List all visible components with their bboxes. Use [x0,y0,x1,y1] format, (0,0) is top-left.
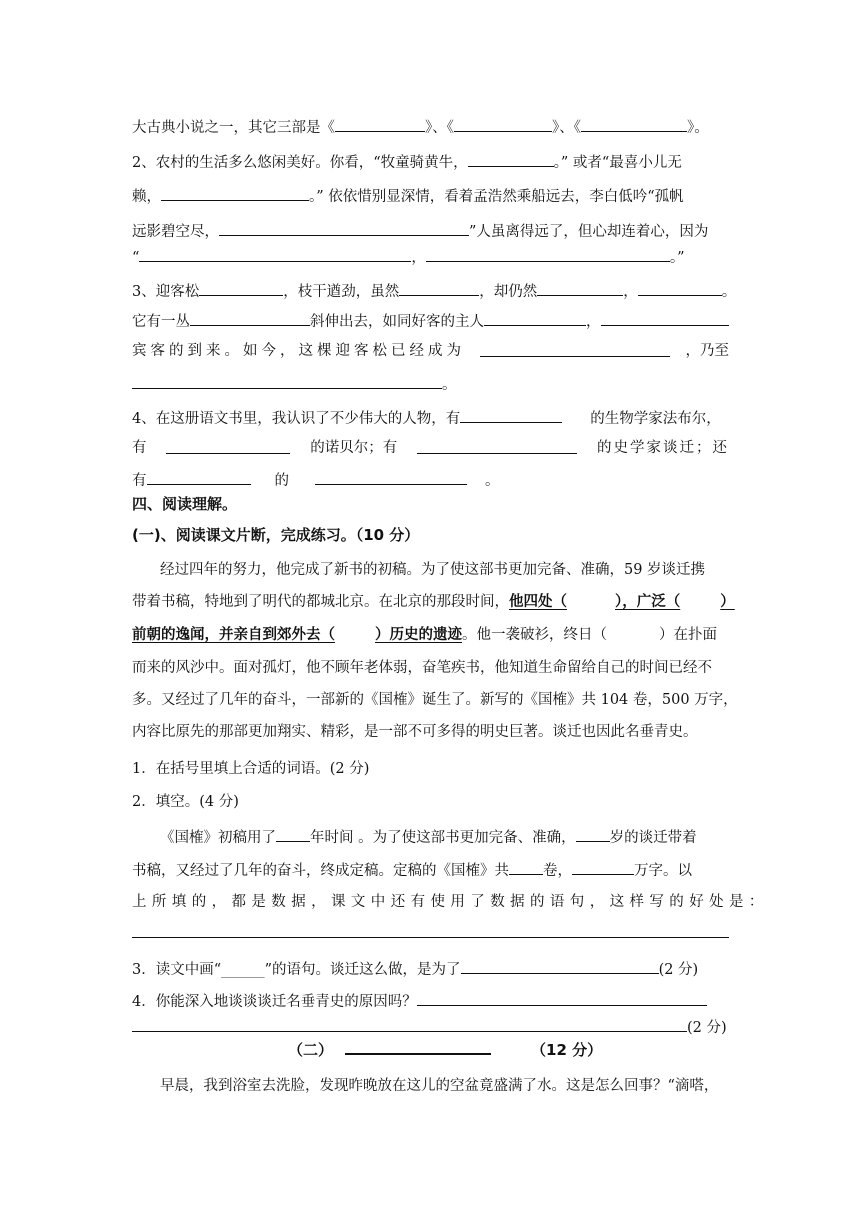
blank[interactable] [147,469,251,485]
text: 书稿，又经过了几年的奋斗，终成定稿。定稿的《国榷》共 [132,863,509,879]
passage-2-line: 早晨，我到浴室去洗脸，发现昨晚放在这儿的空盆竟盛满了水。这是怎么回事？“滴嗒， [160,1078,719,1094]
blank[interactable] [161,185,309,201]
blank[interactable] [461,958,659,974]
blank[interactable] [399,280,479,296]
text: 》。 [687,120,709,136]
question-2-line [132,826,760,848]
fill-line-5 [132,246,732,268]
text: ______ [221,962,265,978]
title-blank[interactable] [345,1038,491,1055]
text: ）在扑面 [659,627,717,643]
text: 2、农村的生活多么悠闲美好。你看，“牧童骑黄牛， [132,155,468,171]
answer-line[interactable] [132,937,729,938]
blank[interactable] [484,310,586,326]
blank[interactable] [581,116,687,132]
blank[interactable] [576,826,610,842]
text: 。他一袭破衫，终日（ [462,627,607,643]
fill-line-7 [132,310,732,332]
blank[interactable] [601,310,729,326]
text: ， [411,250,426,266]
fill-line-2 [132,151,732,173]
subsection-heading: (一)、阅读课文片断，完成练习。（10 分） [132,526,420,544]
text: 远影碧空尽， [132,224,219,240]
fill-line-3 [132,185,732,207]
passage-line: 而来的风沙中。面对孤灯，他不顾年老体弱，奋笔疾书，他知道生命留给自己的时间已经不 [132,660,712,676]
blank[interactable] [417,990,707,1006]
text: 3、迎客松 [132,284,200,300]
text: 大古典小说之一，其它三部是《 [132,120,335,136]
text: 它有一丛 [132,314,190,330]
section-heading: 四、阅读理解。 [132,495,238,513]
text: 万字。以 [634,863,692,879]
fill-line-11 [132,438,729,458]
text: 有 [132,440,147,456]
text: 。” [669,250,685,266]
text: 的 [274,473,289,489]
blank[interactable] [537,280,623,296]
fill-line-people [132,407,732,429]
fill-line-12 [132,469,732,491]
blank[interactable] [132,373,442,389]
text: 卷， [543,863,572,879]
underlined-sentence: 他四处（ ），广泛（ ） [509,594,735,610]
text: 斜伸出去，如同好客的主人 [310,314,484,330]
blank[interactable] [572,859,634,875]
blank[interactable] [480,341,670,357]
blank[interactable] [132,1016,687,1032]
text: 4．你能深入地谈谈谈迁名垂青史的原因吗？ [132,994,417,1010]
blank[interactable] [417,438,577,454]
text: 。” 依依惜别显深情，看着孟浩然乘船远去，李白低吟“孤帆 [309,189,684,205]
blank[interactable] [426,246,670,262]
text: 的生物学家法布尔， [590,411,721,427]
question-4-answer-line [132,1016,732,1038]
fill-line-pine [132,280,737,302]
text: “ [132,250,140,266]
text: 。 [721,284,737,300]
text: 赖， [132,189,161,205]
blank[interactable] [139,246,411,262]
text: （二） [288,1041,334,1059]
text: 3．读文中画“ [132,962,222,978]
text: ，枝干遒劲，虽然 [283,284,400,300]
blank[interactable] [219,220,469,236]
text: 。 [485,473,500,489]
text: 》、《 [552,120,581,136]
text: ， [623,284,638,300]
text: ，乃至 [685,343,729,359]
passage-line [132,625,732,645]
text: 有 [132,473,147,489]
blank[interactable] [190,310,310,326]
passage-line [132,592,735,612]
question-2-line: 上所填的，都是数据，课文中还有使用了数据的语句，这样写的好处是： [132,894,769,910]
blank[interactable] [335,116,425,132]
text: 。 [442,377,457,393]
underlined-sentence: 前朝的逸闻，并亲自到郊外去（ ）历史的遗迹 [132,627,462,643]
blank[interactable] [199,280,283,296]
text: 4、在这册语文书里，我认识了不少伟大的人物，有 [132,411,461,427]
blank[interactable] [638,280,722,296]
text: 年时间 。为了使这部书更加完备、准确， [310,830,576,846]
text: ， [586,314,601,330]
fill-line-8 [132,341,729,361]
blank[interactable] [509,859,543,875]
blank[interactable] [166,438,290,454]
question-4 [132,990,732,1012]
text: 带着书稿，特地到了明代的都城北京。在北京的那段时间， [132,594,509,610]
fill-line-classics [132,116,732,138]
text: 的诺贝尔；有 [310,440,398,456]
text: ”的语句。谈迁这么做，是为了 [264,962,461,978]
text: 的史学家谈迁；还 [597,440,729,456]
text: 宾客的到来。如今，这棵迎客松已经成为 [132,343,465,359]
text: 。” 或者“最喜小儿无 [553,155,682,171]
fill-line-9 [132,373,732,395]
text: 《国榷》初稿用了 [160,830,276,846]
text: (2 分) [687,1020,727,1036]
question-2-line [132,859,732,881]
blank[interactable] [460,407,562,423]
text: ”人虽离得远了，但心却连着心，因为 [469,224,709,240]
question-2: 2．填空。(4 分) [132,794,239,810]
passage-line: 内容比原先的那部更加翔实、精彩，是一部不可多得的明史巨著。谈迁也因此名垂青史。 [132,724,698,740]
blank[interactable] [454,116,552,132]
subsection-2-heading [288,1038,688,1060]
question-3 [132,958,732,980]
passage-line: 多。又经过了几年的奋斗，一部新的《国榷》诞生了。新写的《国榷》共 104 卷，500 万字， [132,692,738,708]
fill-line-4 [132,220,732,242]
text: ，却仍然 [479,284,538,300]
passage-line: 经过四年的努力，他完成了新书的初稿。为了使这部书更加完备、准确，59 岁谈迁携 [160,562,706,578]
blank[interactable] [468,151,554,167]
blank[interactable] [276,826,310,842]
blank[interactable] [315,469,467,485]
text: （12 分） [531,1041,603,1059]
text: (2 分) [658,962,699,978]
text: 岁的谈迁带着 [609,830,697,846]
text: 》、《 [425,120,454,136]
question-1: 1．在括号里填上合适的词语。(2 分) [132,761,370,777]
